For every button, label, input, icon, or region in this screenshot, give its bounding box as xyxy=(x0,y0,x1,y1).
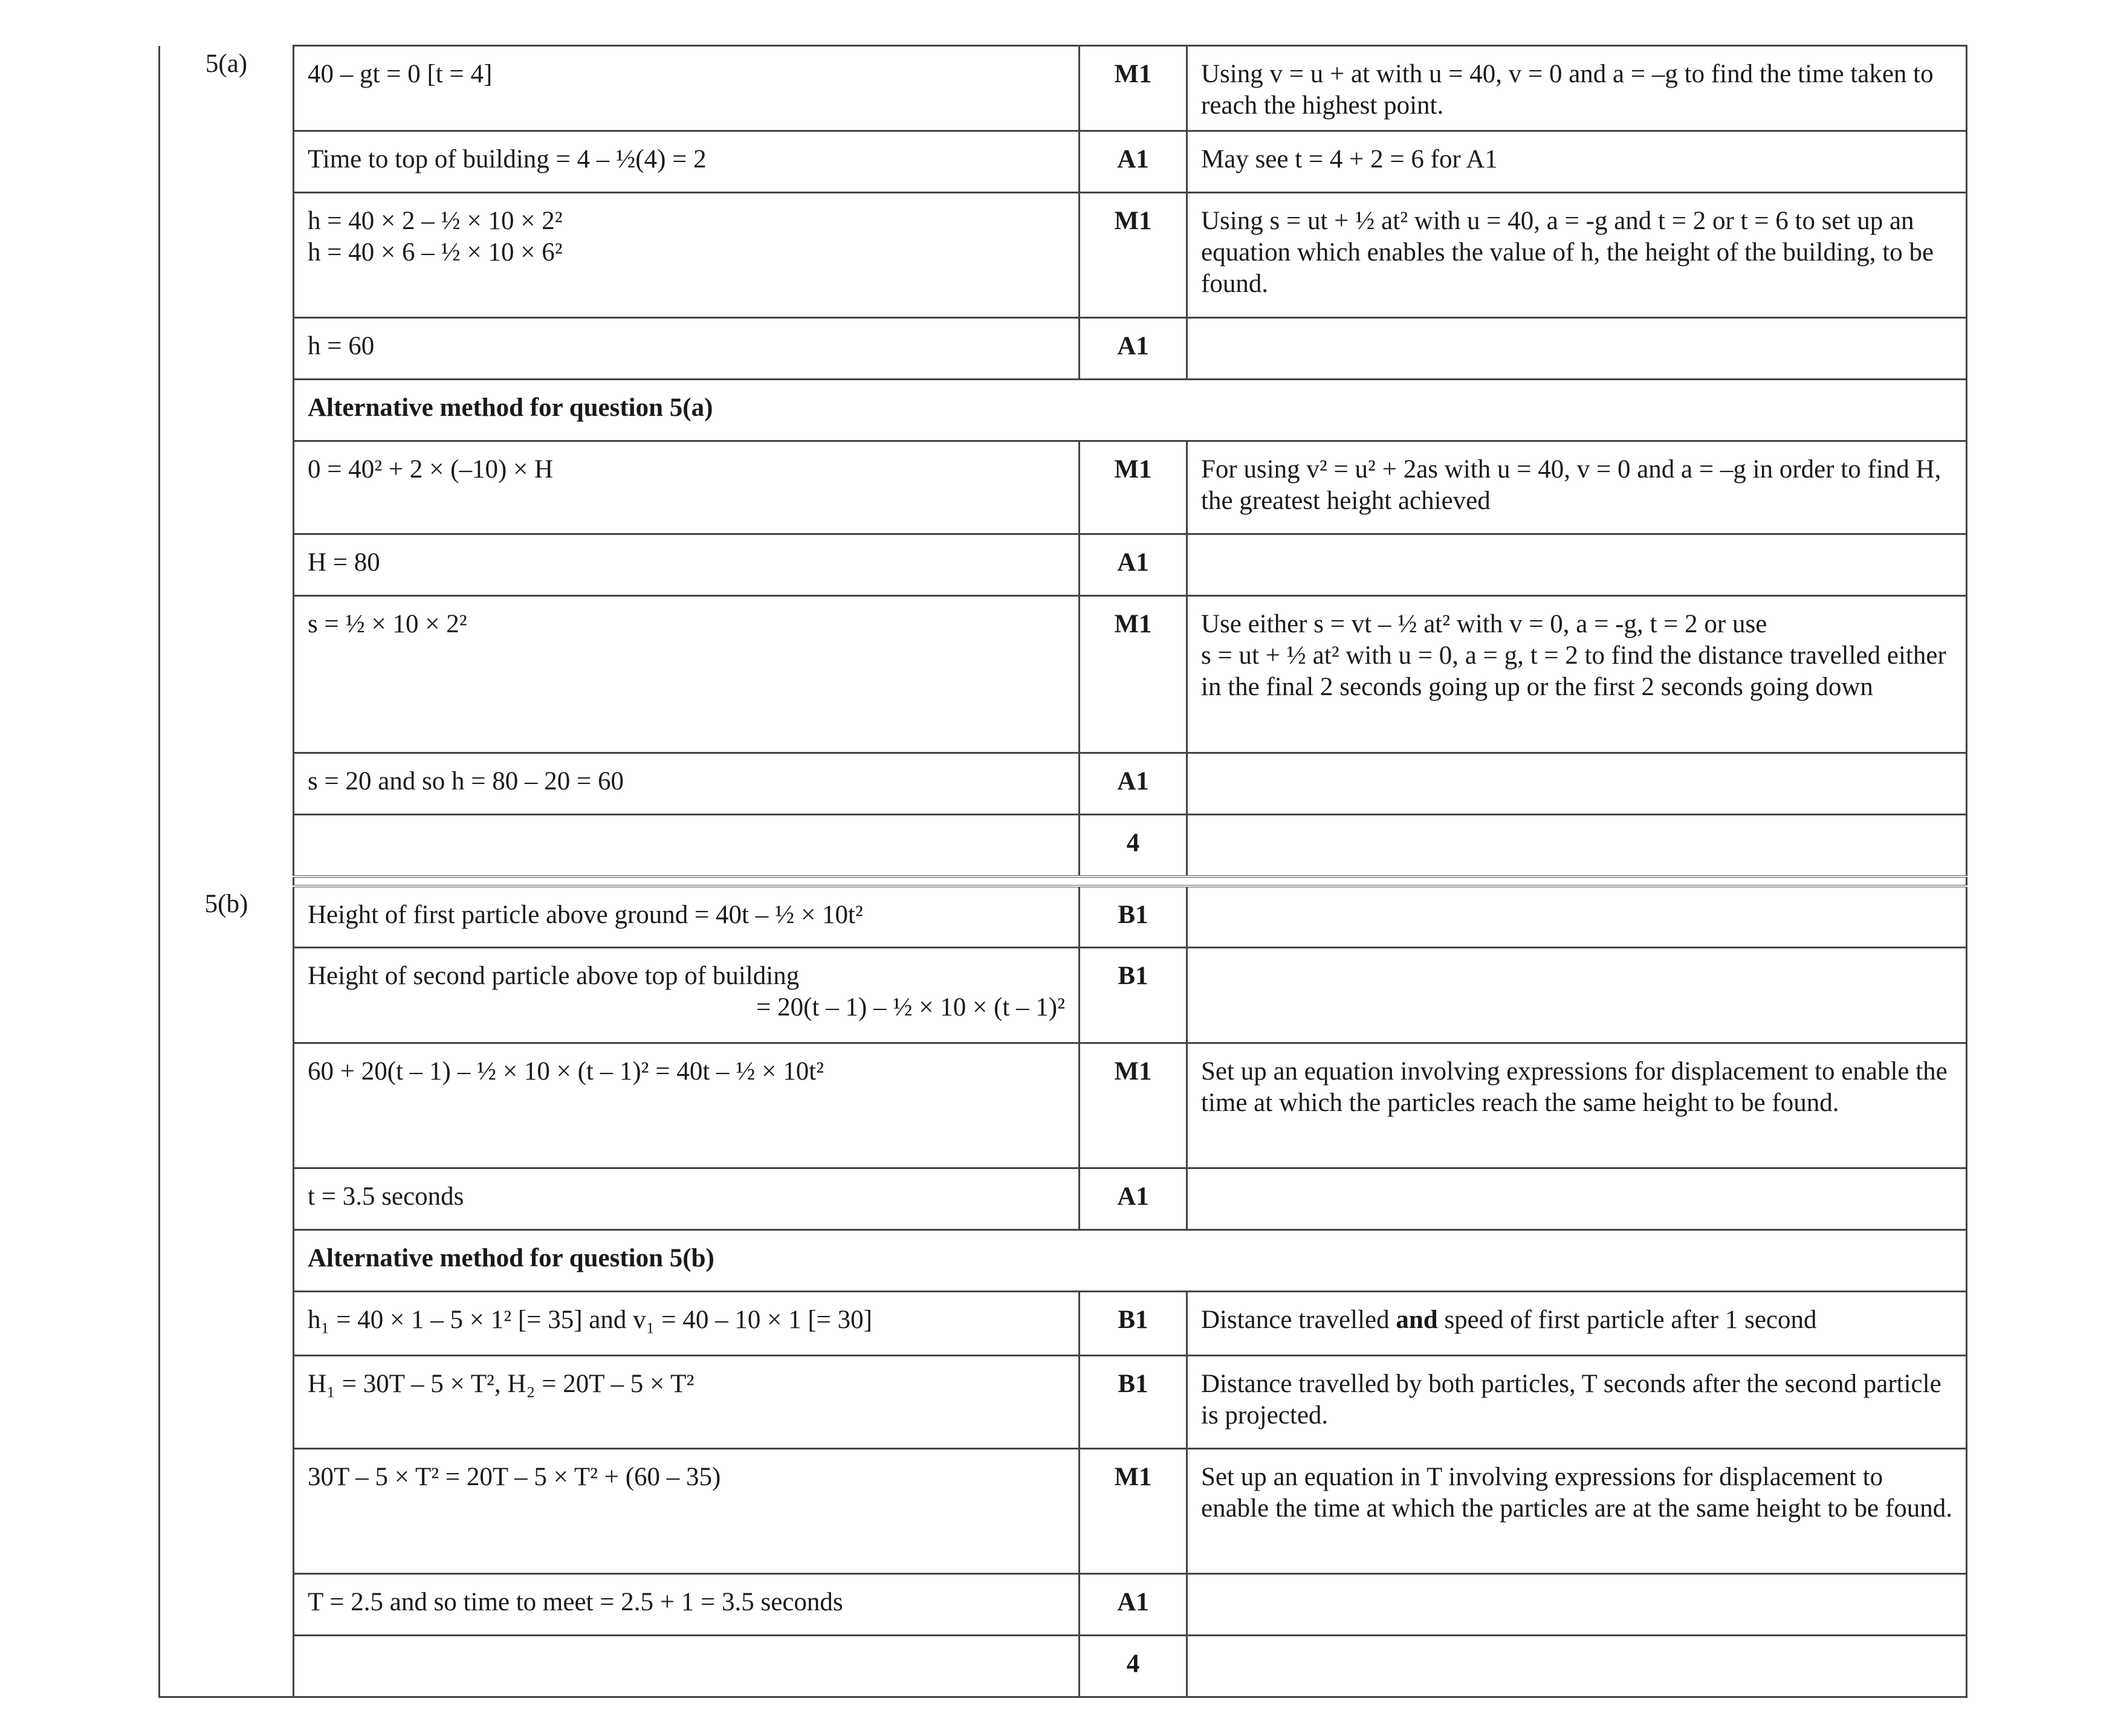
table-row xyxy=(160,441,1967,534)
working-cell: t = 3.5 seconds xyxy=(294,1168,1080,1230)
table-row xyxy=(160,1449,1967,1574)
working-line: Height of second particle above top of building xyxy=(308,962,800,990)
comment-cell: Set up an equation involving expressions for displacement to enable the time at which the particles reach the same height to be found. xyxy=(1187,1043,1967,1168)
comment-cell: Distance travelled by both particles, T seconds after the second particle is projected. xyxy=(1187,1356,1967,1449)
comment-cell xyxy=(1187,753,1967,815)
table-row xyxy=(160,131,1967,193)
mark-cell: B1 xyxy=(1080,1356,1187,1449)
mark-cell: B1 xyxy=(1080,886,1187,948)
table-row xyxy=(160,1168,1967,1230)
working-cell xyxy=(294,948,1080,1043)
table-row xyxy=(160,815,1967,876)
table-row xyxy=(160,380,1967,441)
working-cell: 0 = 40² + 2 × (–10) × H xyxy=(294,441,1080,534)
comment-line: Use either s = vt – ½ at² with v = 0, a = -g, t = 2 or use xyxy=(1201,610,1767,638)
mark-cell: M1 xyxy=(1080,441,1187,534)
working-cell: 30T – 5 × T² = 20T – 5 × T² + (60 – 35) xyxy=(294,1449,1080,1574)
comment-cell: May see t = 4 + 2 = 6 for A1 xyxy=(1187,131,1967,193)
working-cell: H₁ = 30T – 5 × T², H₂ = 20T – 5 × T² xyxy=(294,1356,1080,1449)
alternative-method-heading: Alternative method for question 5(a) xyxy=(294,380,1967,441)
mark-cell: B1 xyxy=(1080,948,1187,1043)
working-cell: 60 + 20(t – 1) – ½ × 10 × (t – 1)² = 40t – ½ × 10t² xyxy=(294,1043,1080,1168)
comment-cell xyxy=(1187,1574,1967,1636)
mark-cell: M1 xyxy=(1080,46,1187,131)
comment-emphasis: and xyxy=(1396,1306,1438,1334)
working-cell: 40 – gt = 0 [t = 4] xyxy=(294,46,1080,131)
table-row xyxy=(160,886,1967,948)
working-cell: T = 2.5 and so time to meet = 2.5 + 1 = 3.5 seconds xyxy=(294,1574,1080,1636)
working-cell: H = 80 xyxy=(294,534,1080,596)
total-mark: 4 xyxy=(1080,1636,1187,1697)
table-row xyxy=(160,1574,1967,1636)
comment-cell xyxy=(1187,948,1967,1043)
table-row xyxy=(160,1043,1967,1168)
table-row xyxy=(160,596,1967,753)
comment-cell: Using v = u + at with u = 40, v = 0 and a = –g to find the time taken to reach the highest point. xyxy=(1187,46,1967,131)
section-divider xyxy=(160,876,1967,886)
comment-cell: Using s = ut + ½ at² with u = 40, a = -g and t = 2 or t = 6 to set up an equation which enables the value of h, the height of the building, to be found. xyxy=(1187,193,1967,318)
mark-cell: A1 xyxy=(1080,534,1187,596)
table-row xyxy=(160,1230,1967,1292)
divider-cell xyxy=(294,876,1967,886)
question-label: 5(a) xyxy=(160,46,294,886)
comment-cell xyxy=(1187,596,1967,753)
comment-cell: For using v² = u² + 2as with u = 40, v = 0 and a = –g in order to find H, the greatest height achieved xyxy=(1187,441,1967,534)
working-cell xyxy=(294,815,1080,876)
mark-cell: M1 xyxy=(1080,596,1187,753)
working-cell: Time to top of building = 4 – ½(4) = 2 xyxy=(294,131,1080,193)
comment-cell xyxy=(1187,1292,1967,1356)
working-line: h = 40 × 6 – ½ × 10 × 6² xyxy=(308,238,563,267)
table-row xyxy=(160,753,1967,815)
comment-line: s = ut + ½ at² with u = 0, a = g, t = 2 to find the distance travelled either in the final 2 seconds going up or the first 2 seconds going down xyxy=(1201,641,1946,701)
table-row xyxy=(160,318,1967,380)
comment-text: Distance travelled xyxy=(1201,1306,1396,1334)
comment-cell xyxy=(1187,815,1967,876)
working-cell xyxy=(294,1636,1080,1697)
working-cell: h = 60 xyxy=(294,318,1080,380)
comment-cell xyxy=(1187,1636,1967,1697)
mark-cell: A1 xyxy=(1080,318,1187,380)
mark-cell: M1 xyxy=(1080,1449,1187,1574)
table-row xyxy=(160,534,1967,596)
mark-cell: B1 xyxy=(1080,1292,1187,1356)
mark-cell: A1 xyxy=(1080,753,1187,815)
table-row xyxy=(160,1292,1967,1356)
table-row xyxy=(160,46,1967,131)
comment-cell xyxy=(1187,318,1967,380)
working-cell: s = ½ × 10 × 2² xyxy=(294,596,1080,753)
mark-cell: A1 xyxy=(1080,1574,1187,1636)
mark-scheme-table xyxy=(158,45,1967,1698)
working-line: h = 40 × 2 – ½ × 10 × 2² xyxy=(308,207,563,235)
mark-cell: A1 xyxy=(1080,131,1187,193)
table-row xyxy=(160,948,1967,1043)
table-row xyxy=(160,1356,1967,1449)
comment-cell xyxy=(1187,886,1967,948)
mark-cell: A1 xyxy=(1080,1168,1187,1230)
table-row xyxy=(160,1636,1967,1697)
working-cell xyxy=(294,193,1080,318)
total-mark: 4 xyxy=(1080,815,1187,876)
table-row xyxy=(160,193,1967,318)
working-cell: s = 20 and so h = 80 – 20 = 60 xyxy=(294,753,1080,815)
alternative-method-heading: Alternative method for question 5(b) xyxy=(294,1230,1967,1292)
comment-cell xyxy=(1187,534,1967,596)
comment-cell: Set up an equation in T involving expressions for displacement to enable the time at which the particles are at the same height to be found. xyxy=(1187,1449,1967,1574)
question-label: 5(b) xyxy=(160,886,294,1697)
mark-cell: M1 xyxy=(1080,1043,1187,1168)
mark-cell: M1 xyxy=(1080,193,1187,318)
working-line: = 20(t – 1) – ½ × 10 × (t – 1)² xyxy=(756,993,1065,1022)
working-cell: Height of first particle above ground = 40t – ½ × 10t² xyxy=(294,886,1080,948)
comment-cell xyxy=(1187,1168,1967,1230)
comment-text: speed of first particle after 1 second xyxy=(1437,1306,1817,1334)
working-cell: h₁ = 40 × 1 – 5 × 1² [= 35] and v₁ = 40 – 10 × 1 [= 30] xyxy=(294,1292,1080,1356)
